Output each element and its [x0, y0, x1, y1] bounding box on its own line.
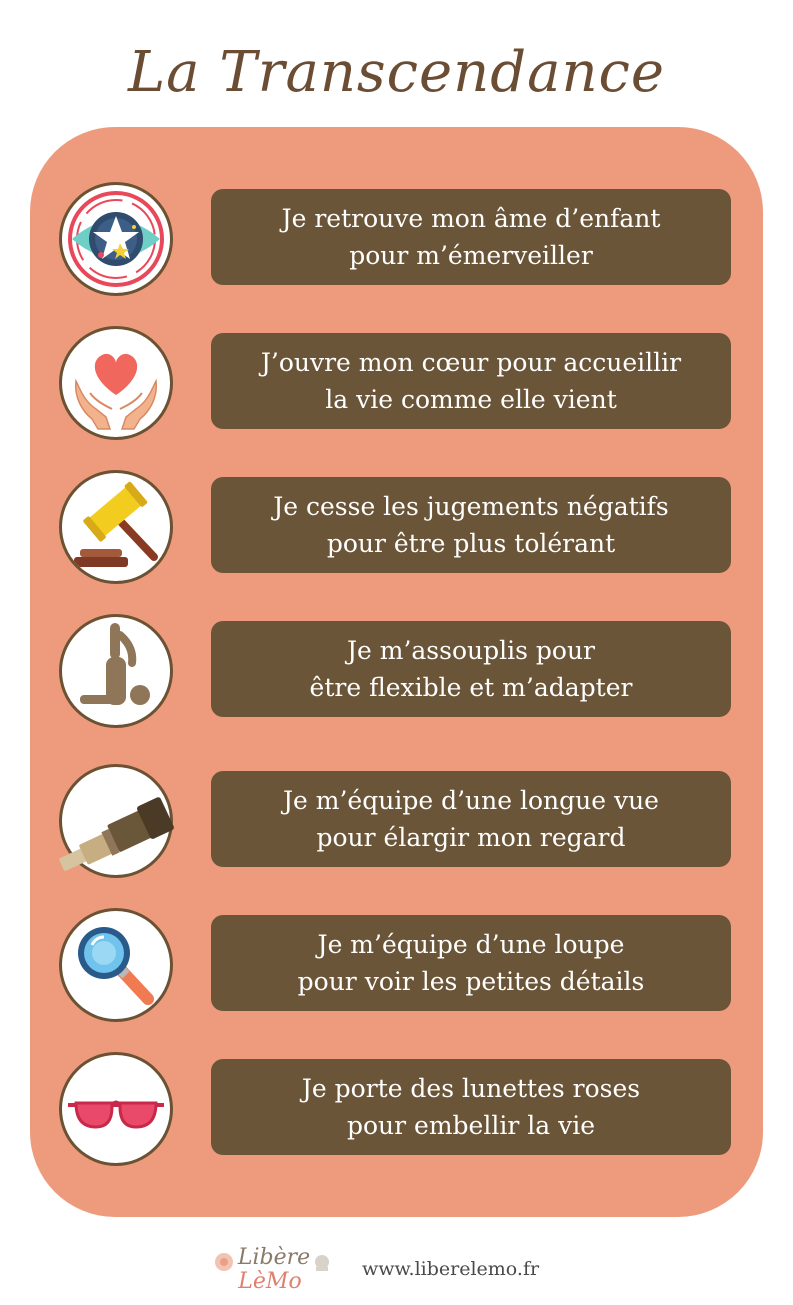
text-box: [211, 621, 731, 717]
item-line-1: Je m’équipe d’une loupe: [317, 930, 625, 959]
logo-line-1: Libère: [237, 1245, 311, 1270]
text-box: [211, 1059, 731, 1155]
text-box: [211, 477, 731, 573]
item-line-2: pour embellir la vie: [347, 1111, 595, 1140]
list-item: [30, 764, 763, 884]
star-eye-icon: [59, 182, 173, 296]
yoga-pose-icon: [59, 614, 173, 728]
item-line-1: Je cesse les jugements négatifs: [273, 492, 669, 521]
heart-hands-icon: [59, 326, 173, 440]
magnifier-icon: [59, 908, 173, 1022]
item-line-2: être flexible et m’adapter: [309, 673, 633, 702]
brand-logo: [210, 1240, 340, 1296]
item-line-2: pour élargir mon regard: [316, 823, 626, 852]
gavel-icon: [59, 470, 173, 584]
text-box: [211, 189, 731, 285]
list-item: [30, 326, 763, 446]
logo-line-2: LèMo: [238, 1269, 302, 1294]
list-item: [30, 614, 763, 734]
footer: [0, 1240, 793, 1300]
pink-glasses-icon: [59, 1052, 173, 1166]
spyglass-icon: [59, 764, 173, 878]
item-line-1: Je m’assouplis pour: [346, 636, 595, 665]
content-panel: [30, 127, 763, 1217]
item-line-1: Je retrouve mon âme d’enfant: [281, 204, 661, 233]
item-line-1: Je porte des lunettes roses: [301, 1074, 641, 1103]
page-title: La Transcendance: [127, 40, 666, 105]
item-line-2: pour m’émerveiller: [349, 241, 593, 270]
item-line-1: J’ouvre mon cœur pour accueillir: [260, 348, 682, 377]
text-box: [211, 915, 731, 1011]
item-line-2: la vie comme elle vient: [325, 385, 617, 414]
text-box: [211, 333, 731, 429]
list-item: [30, 470, 763, 590]
text-box: [211, 771, 731, 867]
list-item: [30, 1052, 763, 1172]
item-line-2: pour voir les petites détails: [297, 967, 645, 996]
item-line-1: Je m’équipe d’une longue vue: [283, 786, 659, 815]
list-item: [30, 908, 763, 1028]
item-line-2: pour être plus tolérant: [326, 529, 616, 558]
list-item: [30, 182, 763, 302]
website-url[interactable]: www.liberelemo.fr: [362, 1258, 540, 1280]
